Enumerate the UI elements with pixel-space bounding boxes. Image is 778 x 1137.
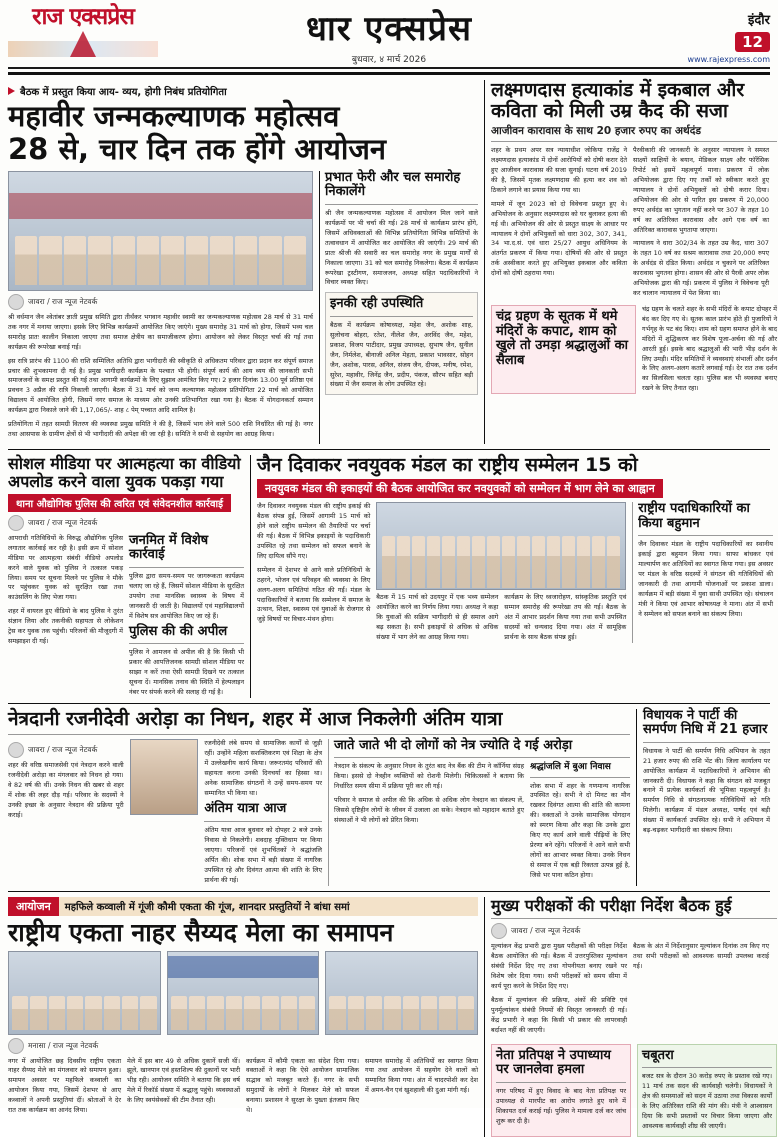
social-headline: सोशल मीडिया पर आत्महत्या का वीडियो अपलोड करने वाला युवक पकड़ा गया	[8, 454, 241, 491]
mela-col-2: मेले में इस बार 49 से अधिक दुकानें सजी थीं। झूले, खानपान एवं हस्तशिल्प की दुकानों पर भारी भीड़ रही। आयोजन समिति ने बताया कि इस वर्ष मेले में रिकॉर्ड संख्या में श्रद्धालु पहुंचे। व्यवस्थाओं के लिए स्वयंसेवकों की टीम तैनात रही।	[127, 1056, 240, 1105]
social-media-story	[8, 455, 244, 698]
social-subhead: थाना औद्योगिक पुलिस की त्वरित एवं संवेदनशील कार्रवाई	[8, 494, 231, 512]
reporter-avatar-icon	[8, 294, 24, 310]
mela-col-4: समापन समारोह में अतिथियों का स्वागत किया गया तथा आयोजन में सहयोग देने वालों को सम्मानित किया गया। अंत में चादरपोशी कर देश में अमन-चैन एवं खुशहाली की दुआ मांगी गई।	[365, 1056, 478, 1095]
mla-story	[636, 709, 770, 886]
budget-note	[637, 1044, 777, 1137]
verdict-para-3: पैरवीकारी की जानकारी के अनुसार न्यायालय ने समस्त साक्ष्यों साक्षियों के बयान, मेडिकल साक्ष्य और फॉरेंसिक रिपोर्ट को इसमें महत्वपूर्ण माना। प्रकरण में लोक अभियोजक द्वारा दिए गए तर्कों को स्वीकार करते हुए न्यायालय ने दोनों अभियुक्तों को दोषी करार दिया। अभियोजन की ओर से पारित इस प्रकरण में 20,000 रुपए अर्थदंड का भुगतान नहीं करने पर 307 के तहत 10 वर्ष का अतिरिक्त कारावास और आगे एक वर्ष का अतिरिक्त कारावास भुगताया जाएगा।	[633, 146, 769, 234]
obit-para-1: शहर की वरिष्ठ समाजसेवी एवं नेत्रदान करने वाली रजनीदेवी अरोड़ा का मंगलवार को निधन हो गया। वे 82 वर्ष की थीं। उनके निधन की खबर से शहर में शोक की लहर दौड़ गई। परिवार के सदस्यों ने उनकी इच्छा के अनुसार नेत्रदान की प्रक्रिया पूरी कराई।	[8, 760, 124, 819]
mla-text: विधायक ने पार्टी की समर्पण निधि अभियान के तहत 21 हजार रुपए की राशि भेंट की। जिला कार्यालय पर आयोजित कार्यक्रम में पदाधिकारियों ने अभियान की जानकारी दी। विधायक ने कहा कि संगठन को मजबूत बनाने में प्रत्येक कार्यकर्ता की भूमिका महत्वपूर्ण है। समर्पण निधि से संगठनात्मक गतिविधियों को गति मिलेगी। कार्यक्रम में मंडल अध्यक्ष, पार्षद एवं बड़ी संख्या में कार्यकर्ता उपस्थित रहे। सभी ने अभियान में बढ़-चढ़कर भागीदारी का संकल्प लिया।	[643, 746, 770, 835]
lead-sidebar	[319, 171, 478, 444]
masthead-center	[158, 6, 620, 65]
social-col-2	[129, 534, 244, 698]
obit-byline	[8, 742, 124, 758]
obit-mid-para-1: नेत्रदान के संकल्प के अनुसार निधन के तुरंत बाद नेत्र बैंक की टीम ने कॉर्निया संग्रह किया। इससे दो नेत्रहीन व्यक्तियों को रोशनी मिलेगी। चिकित्सकों ने बताया कि निर्धारित समय सीमा में प्रक्रिया पूरी कर ली गई।	[334, 762, 524, 791]
exam-byline-text: जावरा / राज न्यूज नेटवर्क	[511, 926, 581, 936]
mela-story	[8, 897, 478, 1137]
exam-para-2: बैठक में मूल्यांकन की प्रक्रिया, अंकों की प्रविष्टि एवं पुनर्मूल्यांकन संबंधी नियमों की विस्तृत जानकारी दी गई। केंद्र प्रभारी ने कहा कि किसी भी प्रकार की लापरवाही बर्दाश्त नहीं की जाएगी।	[491, 996, 627, 1034]
lead-para-1: श्री वर्धमान जैन श्वेतांबर ज्ञाती प्रमुख समिति द्वारा तीर्थंकर भगवान महावीर स्वामी का जन्मकल्याणक महोत्सव 28 मार्च से 31 मार्च तक नगर में मनाया जाएगा। इसके लिए विभिन्न कार्यक्रमों आयोजित किए जाएंगे। मुख्य समारोह 31 मार्च को होगा, जिसमें भव्य चल समारोह प्रातः कालीन निकाला जाएगा तथा समाज क्षेत्रीय का समाजीकरण होगा। आयोजन को लेकर विस्तृत चर्चा की गई तथा कार्यक्रम की रूपरेखा बनाई गई।	[8, 312, 313, 351]
masthead-rule	[8, 72, 770, 75]
jain-conference-story	[250, 455, 773, 698]
obit-right-head: श्रद्धांजलि में बुआ निवास	[530, 762, 611, 773]
lead-para-2: इस रात्रि प्रारंभ की 1100 की राशि सम्मिलित अतिथि द्वारा भागीदारी की स्वीकृति से अधिकतम परिवार द्वारा प्रदान कर संपूर्ण समाज प्रचार की शुभकामना दी गई है। प्रमुख भागीदारी कार्यक्रम के पश्चात भी होगी। संपूर्ण कार्य की आय व्यय की जानकारी सभी समाजजनों के समक्ष प्रस्तुत की गई तथा आगामी कार्यक्रमों के लिए सुझाव आमंत्रित किए गए। 2 हजार दिनांक 13.00 पूर्व प्रतिष्ठा एवं प्रवचन 3 अप्रैल की रात्रि निकाली जाएगी। बैठक में 31 मार्च को जन्म कल्याणक महोत्सव प्रतियोगिता 22 मार्च को आयोजित विद्यालय में आयोजित होगी, जिसमें नगर समाज के माध्यम ओर उनकी प्रतिभागिता रखा गया है। बैठक में योगदानकर्ता सम्मान कार्यक्रम द्वारा निकाले जाने की 1,17,065/- शाह ८ पेम् पच्चात आदि शामिल है।	[8, 356, 313, 415]
verdict-col-1	[491, 146, 627, 303]
mela-col-1: नगर में आयोजित छह दिवसीय राष्ट्रीय एकता नाहर सैय्यद मेले का मंगलवार को समापन हुआ। समापन अवसर पर महफिले कव्वाली का आयोजन किया गया, जिसमें देशभर से आए कव्वालों ने अपनी प्रस्तुतियां दीं। श्रोताओं ने देर रात तक कार्यक्रम का आनंद लिया।	[8, 1056, 121, 1115]
jain-honour-box	[632, 502, 773, 643]
social-sub2-text: पुलिस द्वारा समय-समय पर जागरूकता कार्यक्रम चलाए जा रहे हैं, जिसमें सोशल मीडिया के सुरक्षित उपयोग तथा मानसिक स्वास्थ्य के विषय में जानकारी दी जाती है। विद्यालयों एवं महाविद्यालयों में विशेष सत्र आयोजित किए जा रहे हैं।	[129, 571, 244, 620]
page-title: धार एक्सप्रेस	[306, 9, 472, 49]
reporter-avatar-icon	[8, 742, 24, 758]
date-text: बुधवार, ४ मार्च 2026	[351, 55, 427, 65]
masthead	[8, 6, 770, 69]
jain-headline: जैन दिवाकर नवयुवक मंडल का राष्ट्रीय सम्मेलन 15 को	[257, 454, 638, 476]
mla-headline: विधायक ने पार्टी की समर्पण निधि में 21 हजार	[643, 707, 768, 738]
mela-strip: महफिले कव्वाली में गूंजी कौमी एकता की गूंज, शानदार प्रस्तुतियों ने बांधा समां	[59, 897, 478, 916]
lead-byline-text: जावरा / राज न्यूज नेटवर्क	[28, 296, 98, 306]
social-byline-text: जावरा / राज न्यूज नेटवर्क	[28, 517, 98, 527]
obit-col-2	[204, 739, 322, 886]
attack-note	[491, 1044, 631, 1137]
jain-honour-text: जैन दिवाकर मंडल के राष्ट्रीय पदाधिकारियों का स्थानीय इकाई द्वारा बहुमान किया गया। साफा बांधकर एवं माल्यार्पण कर अतिथियों का स्वागत किया गया। इस अवसर पर मंडल के वरिष्ठ सदस्यों ने संगठन की गतिविधियों की जानकारी दी तथा आगामी योजनाओं पर प्रकाश डाला। कार्यक्रम में बड़ी संख्या में युवा साथी उपस्थित रहे। संचालन मंत्री ने किया एवं आभार कोषाध्यक्ष ने माना। अंत में सभी ने सम्मेलन को सफल बनाने का संकल्प लिया।	[638, 540, 773, 618]
lead-photo	[8, 171, 313, 291]
edition-city: इंदौर	[748, 13, 770, 28]
social-byline	[8, 515, 244, 531]
reporter-avatar-icon	[8, 515, 24, 531]
website-url[interactable]: www.rajexpress.com	[687, 55, 770, 64]
social-sub3-head: पुलिस की की अपील	[129, 623, 228, 639]
obit-byline-text: जावरा / राज न्यूज नेटवर्क	[28, 744, 98, 754]
jain-para-1: जैन दिवाकर नवयुवक मंडल की राष्ट्रीय इकाई की बैठक संपन्न हुई, जिसमें आगामी 15 मार्च को होने वाले राष्ट्रीय सम्मेलन की तैयारियों पर चर्चा की गई। बैठक में विभिन्न इकाइयों के पदाधिकारी उपस्थित रहे तथा सम्मेलन को सफल बनाने के लिए दायित्व सौंपे गए।	[257, 502, 371, 560]
verdict-headline: लक्ष्मणदास हत्याकांड में इकबाल और कविता को मिली उम्र कैद की सजा	[491, 79, 745, 123]
lead-para-3: प्रतियोगिता में तहत सामग्री वितरण की व्यवस्था प्रमुख समिति ने की है, जिसमें भाग लेने वाले 500 राशि निर्धारित की गई है। नगर तथा आसपास के ग्रामीण क्षेत्रों से भी भागीदारी की अपेक्षा की जा रही है। समिति ने सभी से सहयोग का आग्रह किया।	[8, 420, 313, 439]
jain-para-2: सम्मेलन में देशभर से आने वाले प्रतिनिधियों के ठहरने, भोजन एवं परिवहन की व्यवस्था के लिए अलग-अलग समितियां गठित की गईं। मंडल के पदाधिकारियों ने बताया कि सम्मेलन में समाज के उत्थान, शिक्षा, स्वास्थ्य एवं युवाओं के रोजगार से जुड़े विषयों पर विचार-मंथन होगा।	[257, 565, 371, 624]
obit-para-2: रजनीदेवी लंबे समय से सामाजिक कार्यों से जुड़ी रहीं। उन्होंने महिला सशक्तिकरण एवं शिक्षा के क्षेत्र में उल्लेखनीय कार्य किया। जरूरतमंद परिवारों की सहायता करना उनकी दिनचर्या का हिस्सा था। अनेक सामाजिक संगठनों ने उन्हें समय-समय पर सम्मानित भी किया था।	[204, 738, 322, 797]
jain-honour-head: राष्ट्रीय पदाधिकारियों का किया बहुमान	[638, 501, 750, 531]
obit-portrait	[130, 739, 199, 815]
obit-sub-text: अंतिम यात्रा आज बुधवार को दोपहर 2 बजे उनके निवास से निकलेगी। शवदाह मुक्तिधाम पर किया जाएगा। परिजनों एवं शुभचिंतकों ने श्रद्धांजलि अर्पित की। शोक सभा में बड़ी संख्या में नागरिक उपस्थित रहे और दिवंगत आत्मा की शांति के लिए प्रार्थना की गई।	[204, 826, 322, 884]
exam-col-1	[491, 942, 627, 1039]
jain-group-photo	[376, 502, 626, 590]
mela-photo-2	[167, 951, 320, 1035]
lead-sidebar-head: प्रभात फेरी और चल समारोह निकालेंगे	[325, 169, 461, 200]
lead-headline-1: महावीर जन्मकल्याणक महोत्सव	[8, 99, 340, 133]
mela-byline	[8, 1038, 478, 1054]
mela-photo-1-wrap	[8, 951, 161, 1035]
eclipse-text: चंद्र ग्रहण के चलते शहर के सभी मंदिरों के कपाट दोपहर में बंद कर दिए गए थे। सूतक काल प्रारंभ होते ही पुजारियों ने गर्भगृह के पट बंद किए। शाम को ग्रहण समाप्त होने के बाद मंदिरों में शुद्धिकरण कर विशेष पूजा-अर्चना की गई और आरती हुई। इसके बाद श्रद्धालुओं की भारी भीड़ दर्शन के लिए उमड़ी। मंदिर समितियों ने व्यवस्थाएं संभालीं और दर्शन के लिए अलग-अलग कतारें लगवाई गईं। देर रात तक दर्शन का सिलसिला चलता रहा। पुलिस बल भी व्यवस्था बनाए रखने के लिए तैनात रहा।	[642, 304, 777, 393]
dateline	[158, 52, 620, 65]
mela-tag: आयोजन	[8, 897, 59, 916]
mela-col-3: कार्यक्रम में कौमी एकता का संदेश दिया गया। वक्ताओं ने कहा कि ऐसे आयोजन सामाजिक सद्भाव को मजबूत करते हैं। नगर के सभी समुदायों के लोगों ने मिलकर मेले को सफल बनाया। प्रशासन ने सुरक्षा के पुख्ता इंतजाम किए थे।	[246, 1056, 359, 1115]
attendees-text: बैठक में कार्यक्रम कोषाध्यक्ष, महेश जैन, अशोक शाह, सुलोचना बोहरा, रतेश, नीलेश जैन, अरविंद जैन, महेश, प्रकाश, विजय पाटीदार, प्रमुख उपाध्यक्ष, सुभाष जैन, सुनील जैन, निर्मलेश, बीनाजी अनिल मेहता, प्रकाश भावसार, सोहन जैन, अशोक, पारस, अनिल, संजय जैन, दीपक, मनीष, रमेश, सुरेश, महावीर, जिनेंद्र जैन, प्रदीप, पंकज, सौरभ सहित बड़ी संख्या में जैन समाज के लोग उपस्थित रहे।	[330, 320, 473, 389]
logo-title: राज एक्सप्रेस	[32, 4, 134, 30]
obit-mid-para-2: परिवार ने समाज से अपील की कि अधिक से अधिक लोग नेत्रदान का संकल्प लें, जिससे दृष्टिहीन लोगों के जीवन में उजाला आ सके। नेत्रदान को महादान बताते हुए संस्थाओं ने भी लोगों को प्रेरित किया।	[334, 796, 524, 825]
mela-photo-3	[325, 951, 478, 1035]
mela-byline-text: मनासा / राज न्यूज नेटवर्क	[28, 1040, 99, 1050]
reporter-avatar-icon	[8, 1038, 24, 1054]
social-sub2-head: जनमित में विशेष कार्रवाई	[129, 532, 209, 563]
exam-headline: मुख्य परीक्षकों की परीक्षा निर्देश बैठक हुई	[491, 895, 732, 915]
lead-sidebar-text: श्री जैन जन्मकल्याणक महोत्सव में आयोजन मिल जाने वाले कार्यक्रमों पर भी चर्चा की गई। 28 मार्च से कार्यक्रम प्रारंभ होंगे, जिसमें अधिवक्ताओं की विभिन्न प्रतियोगिता विभिन्न समितियों के तत्वावधान में आयोजित कर आयोजित की जाएंगी। 29 मार्च की प्रातः श्रीजी की सवारी का चल समारोह नगर के प्रमुख मार्गों से निकाला जाएगा। 31 को चल समारोह निकलेगा। बैठक में कार्यक्रम रूपरेखा ट्रस्टीगण, समाजजन, अध्यक्ष सहित पदाधिकारियों ने विचार व्यक्त किए।	[325, 209, 478, 287]
obit-mid-head: जाते जाते भी दो लोगों को नेत्र ज्योति दे गई अरोड़ा	[334, 737, 573, 753]
obit-right-box	[530, 762, 630, 880]
lead-byline	[8, 294, 313, 310]
lead-photo-wrap	[8, 171, 313, 444]
verdict-para-4: न्यायालय ने धारा 302/34 के तहत उम्र कैद, धारा 307 के तहत 10 वर्ष का सश्रम कारावास तथा 20,000 रुपए के अर्थदंड से दंडित किया। अर्थदंड न चुकाने पर अतिरिक्त कारावास भुगतना होगा। शासन की ओर से पैरवी अपर लोक अभियोजक द्वारा की गई। प्रकरण में पुलिस ने विवेचना पूरी कर चालान न्यायालय में पेश किया था।	[633, 239, 769, 298]
verdict-para-1: शहर के प्रथम अपर सत्र न्यायाधीश जोकिया राजेंद्र ने लक्ष्मणदास हत्याकांड में दोनों आरोपियों को दोषी करार देते हुए आजीवन कारावास की सजा सुनाई। घटना वर्ष 2019 की है, जिसमें मृतक लक्ष्मणदास की हत्या कर शव को ठिकाने लगाने का प्रयास किया गया था।	[491, 146, 627, 194]
exam-para-3: बैठक के अंत में निर्देशानुसार मूल्यांकन दिनांक तय किए गए तथा सभी परीक्षकों को आवश्यक सामग्री उपलब्ध कराई गई।	[633, 942, 769, 971]
obit-sub-head: अंतिम यात्रा आज	[204, 801, 287, 817]
lead-headline-2: 28 से, चार दिन तक होंगे आयोजन	[8, 132, 386, 167]
social-para-1: आपराधी गतिविधियों के विरुद्ध औद्योगिक पुलिस लगातार कार्रवाई कर रही है। इसी क्रम में सोशल मीडिया पर आत्महत्या संबंधी वीडियो अपलोड करने वाले युवक को पुलिस ने तत्काल पकड़ लिया। समय पर सूचना मिलने पर पुलिस ने मौके पर पहुंचकर युवक को सुरक्षित रखा तथा काउंसलिंग के लिए भेजा गया।	[8, 533, 123, 602]
obit-col-1	[8, 739, 124, 886]
page-number-badge: 12	[735, 32, 770, 52]
verdict-story	[484, 80, 777, 444]
eclipse-headline: चंद्र ग्रहण के सूतक में थमे मंदिरों के कपाट, शाम को खुले तो उमड़ा श्रद्धालुओं का सैलाब	[496, 308, 628, 368]
eclipse-box	[491, 305, 636, 394]
budget-note-head: चबूतरा	[642, 1047, 674, 1063]
mela-headline: राष्ट्रीय एकता नाहर सैय्यद मेला का समापन	[8, 917, 394, 947]
exam-col-2	[633, 942, 769, 1039]
mela-photo-1	[8, 951, 161, 1035]
examiners-story	[484, 897, 777, 1137]
obituary-story	[8, 709, 630, 886]
lead-story	[8, 80, 478, 444]
social-sub3-text: पुलिस ने आमजन से अपील की है कि किसी भी प्रकार की आपत्तिजनक सामग्री सोशल मीडिया पर साझा न करें तथा ऐसी सामग्री दिखने पर तत्काल सूचना दें। मानसिक तनाव की स्थिति में हेल्पलाइन नंबर पर संपर्क करने की सलाह दी गई है।	[129, 648, 244, 696]
photo-banner	[9, 193, 312, 219]
jain-para-4: कार्यक्रम के लिए ध्वजारोहण, सांस्कृतिक प्रस्तुति एवं सम्मान समारोह की रूपरेखा तय की गई। बैठक के अंत में आभार प्रदर्शन किया गया तथा सभी उपस्थित सदस्यों को धन्यवाद दिया गया। अंत में सामूहिक प्रार्थना के साथ बैठक संपन्न हुई।	[504, 593, 627, 641]
jain-para-3: बैठक में 15 मार्च को उदयपुर में एक भव्य सम्मेलन आयोजित करने का निर्णय लिया गया। अध्यक्ष ने कहा कि युवाओं की सक्रिय भागीदारी से ही समाज आगे बढ़ सकता है। सभी इकाइयों से अधिक से अधिक संख्या में भाग लेने का आग्रह किया गया।	[376, 593, 499, 641]
obit-col-3	[328, 739, 630, 886]
social-col-1	[8, 534, 123, 698]
verdict-col-2	[633, 146, 769, 303]
jain-col-1	[257, 502, 370, 643]
attendees-box	[325, 292, 478, 395]
exam-para-1: मूल्यांकन केंद्र प्रभारी द्वारा मुख्य परीक्षकों की परीक्षा निर्देश बैठक आयोजित की गई। बैठक में उत्तरपुस्तिका मूल्यांकन संबंधी निर्देश दिए गए तथा गोपनीयता बनाए रखने पर विशेष जोर दिया गया। सभी परीक्षकों को समय सीमा में कार्य पूरा करने के निर्देश दिए गए।	[491, 942, 627, 991]
jain-subhead: नवयुवक मंडल की इकाइयों की बैठक आयोजित कर नवयुवकों को सम्मेलन में भाग लेने का आह्वान	[257, 479, 663, 498]
attack-note-text: नगर परिषद में हुए विवाद के बाद नेता प्रतिपक्ष पर उपाध्यक्ष से मारपीट का आरोप लगाते हुए थाने में शिकायत दर्ज कराई गई। पुलिस ने मामला दर्ज कर जांच शुरू कर दी है।	[496, 1086, 626, 1125]
attack-note-head: नेता प्रतिपक्ष ने उपाध्याय पर जानलेवा हमला	[496, 1047, 611, 1078]
lead-body	[8, 313, 313, 440]
verdict-subhead: आजीवन कारावास के साथ 20 हजार रुपए का अर्थदंड	[491, 124, 701, 137]
lead-kicker	[8, 84, 478, 98]
logo-artwork	[8, 31, 158, 59]
verdict-para-2: मामले में जून 2023 को दो विवेचना प्रस्तुत हुए थे। अभियोजन के अनुसार लक्ष्मणदास को घर बुलाकर हत्या की गई थी। अभियोजन की ओर से प्रस्तुत साक्ष्य के आधार पर न्यायालय ने दोनों अभियुक्तों को धारा 302, 307, 341, 34 भा.द.सं. एवं धारा 25/27 आयुध अधिनियम के अंतर्गत प्रकरण में किया गया। दोषियों की ओर से प्रस्तुत तर्क अस्वीकार करते हुए अभियुक्त इकबाल और कविता दोनों को दोषी ठहराया गया।	[491, 199, 627, 278]
masthead-logo	[8, 6, 158, 59]
reporter-avatar-icon	[491, 923, 507, 939]
obit-mid-text	[334, 762, 524, 880]
mela-photo-3-wrap	[325, 951, 478, 1035]
social-para-2: शहर में वायरल हुए वीडियो के बाद पुलिस ने तुरंत संज्ञान लिया और तकनीकी सहायता से लोकेशन ट्रेस कर युवक तक पहुंची। परिजनों की मौजूदगी में समझाइश दी गई।	[8, 607, 123, 646]
masthead-right	[620, 6, 770, 64]
lead-kicker-text: बैठक में प्रस्तुत किया आय- व्यय, होगी निबंध प्रतियोगिता	[20, 87, 227, 98]
obit-headline: नेत्रदानी रजनीदेवी अरोड़ा का निधन, शहर में आज निकलेगी अंतिम यात्रा	[8, 707, 503, 730]
budget-note-text: बजट सत्र के दौरान 30 करोड़ रुपए के प्रस्ताव रखे गए। 11 मार्च तक सदन की कार्यवाही चलेगी। विधायकों ने क्षेत्र की समस्याओं को सदन में उठाया तथा विकास कार्यों के लिए अतिरिक्त राशि की मांग की। मंत्री ने आश्वासन दिया कि सभी प्रस्तावों पर विचार किया जाएगा और आवश्यक कार्यवाही शीघ्र की जाएगी।	[642, 1072, 772, 1130]
exam-byline	[491, 923, 777, 939]
obit-portrait-wrap	[130, 739, 199, 886]
jain-photo-wrap	[376, 502, 626, 643]
obit-right-text: शोक सभा में शहर के गणमान्य नागरिक उपस्थित रहे। सभी ने दो मिनट का मौन रखकर दिवंगत आत्मा की शांति की कामना की। वक्ताओं ने उनके सामाजिक योगदान को स्मरण किया और कहा कि उनके द्वारा किए गए कार्य आने वाली पीढ़ियों के लिए प्रेरणा बने रहेंगे। परिजनों ने आने वाले सभी लोगों का आभार व्यक्त किया। उनके निधन से समाज में एक बड़ी रिक्तता उत्पन्न हुई है, जिसे भर पाना कठिन होगा।	[530, 781, 630, 879]
attendees-head: इनकी रही उपस्थिति	[330, 296, 424, 312]
mela-photo-2-wrap	[167, 951, 320, 1035]
triangle-icon	[8, 87, 15, 95]
